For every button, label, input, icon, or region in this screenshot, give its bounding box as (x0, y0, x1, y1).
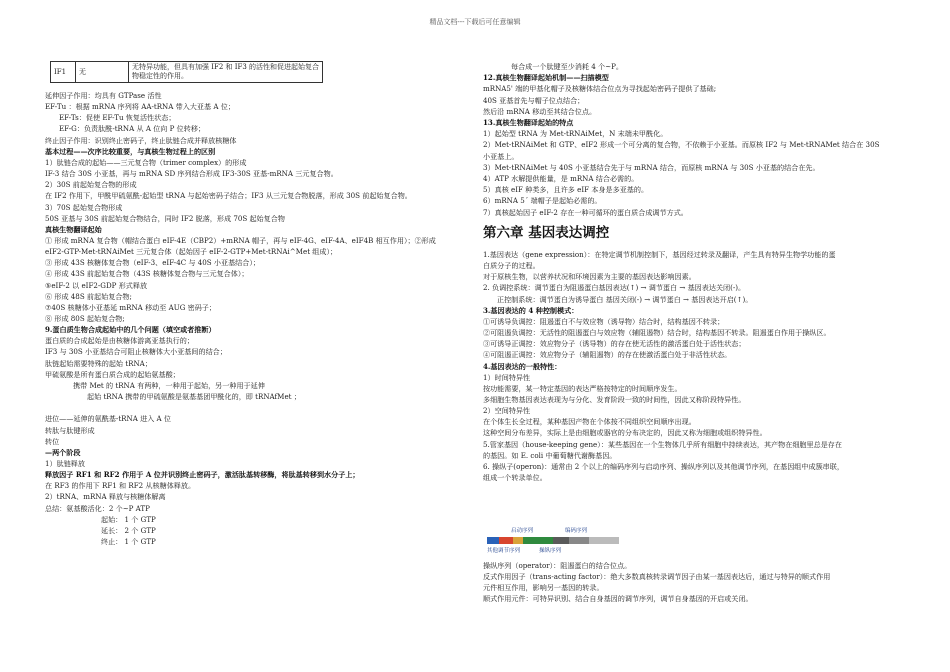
text-line: 1）时间特异性 (483, 372, 531, 382)
text-line: ③ 形成 43S 核糖体复合物（eIF-3、eIF-4C 与 40S 小亚基结合）； (45, 258, 260, 268)
text-line: 1）肽链释放 (45, 458, 85, 468)
text-line: 按功能需要，某一特定基因的表达严格按特定的时间顺序发生。 (483, 383, 682, 393)
text-line: 2）tRNA、mRNA 释放与核糖体解离 (45, 492, 166, 502)
text-line: ④可阻遏正调控：效应物分子（辅阻遏物）的存在使激活蛋白处于非活性状态。 (483, 350, 732, 360)
text-line: 5）真核 eIF 种类多，且许多 eIF 本身是多亚基的。 (483, 185, 649, 195)
text-line: EF-G：负责肽酰-tRNA 从 A 位向 P 位转移； (59, 124, 206, 134)
operon-label: 操纵序列 (539, 548, 562, 554)
text-line: 3）70S 起始复合物形成 (45, 202, 123, 212)
page-header: 精品文档---下载后可任意编辑 (429, 18, 521, 26)
text-line: 对于原核生物，以营养状况和环境因素为主要的基因表达影响因素。 (483, 272, 696, 282)
text-line: 反式作用因子（trans-acting factor）：绝大多数真核转录调节因子由某一基因表达后，通过与特异的顺式作用 (483, 572, 831, 582)
text-line: IF-3 结合 30S 小亚基，再与 mRNA SD 序列结合形成 IF3-30S 亚基-mRNA 三元复合物。 (45, 169, 338, 179)
text-line: 的基因。如 E. coli 中葡萄糖代谢酶基因。 (483, 450, 617, 460)
text-line: 蛋白质的合成起始是由核糖体游离亚基执行的； (45, 336, 194, 346)
text-line: EF-Ts：促使 EF-Tu 恢复活性状态； (59, 113, 176, 123)
text-line: EF-Tu ：根据 mRNA 序列将 AA-tRNA 带入大亚基 A 位； (45, 102, 235, 112)
text-line: 4）ATP 水解提供能量，是 mRNA 结合必需的。 (483, 174, 639, 183)
text-line: 组成一个转录单位。 (483, 473, 547, 482)
text-line: 多细胞生物基因表达表现为与分化、发育阶段一致的时间性，因此又称阶段特异性。 (483, 394, 746, 404)
text-line: ⑤eIF-2 以 eIF2-GDP 形式释放 (45, 280, 148, 290)
text-line: 1）肽链合成的起始——三元复合物（trimer complex）的形成 (45, 157, 247, 167)
operon-segment (499, 537, 513, 544)
text-line: ① 形成 mRNA 复合物（帽结合蛋白 eIF-4E（CBP2）+mRNA 帽子，再与 eIF-4G、eIF-4A、eIF4B 相互作用）；②形成 (45, 235, 436, 245)
table-row (51, 62, 323, 83)
text-line: 2. 负调控系统：调节蛋白为阻遏蛋白基因表达(↑) → 调节蛋白 → 基因表达关闭(-)。 (483, 283, 746, 293)
text-line: 释放因子 RF1 和 RF2 作用于 A 位并识别终止密码子，激活肽基转移酶，将肽基转移到水分子上； (45, 470, 360, 480)
text-line: 40S 亚基首先与帽子位点结合； (483, 95, 585, 105)
text-line: 50S 亚基与 30S 前起始复合物结合，同时 IF2 脱落，形成 70S 起始复合物 (45, 213, 285, 223)
text-line: 终止因子作用：识别终止密码子，终止肽链合成并释放核糖体 (45, 135, 237, 145)
text-line: 12.真核生物翻译起始机制——扫描模型 (483, 73, 609, 83)
text-line: 起始： 1 个 GTP (101, 514, 156, 524)
operon-segment (487, 537, 499, 544)
text-line: 3.基因表达的 4 种控制模式： (483, 305, 579, 315)
text-line: 在 RF3 的作用下 RF1 和 RF2 从核糖体释放。 (45, 481, 196, 491)
text-line: 进位——延伸的氨酰基-tRNA 进入 A 位 (45, 414, 172, 424)
text-line: mRNA5' 端的甲基化帽子及核糖体结合位点为寻找起始密码子提供了基础; (483, 84, 717, 94)
text-line: 这种空间分布差异，实际上是由细胞或器官的分布决定的，因此又称为细胞或组织特异性。 (483, 428, 767, 438)
chapter-title: 第六章 基因表达调控 (483, 225, 610, 241)
text-line: 2）空间特异性 (483, 406, 531, 416)
text-line: 4.基因表达的一般特性： (483, 361, 562, 371)
text-line: 基本过程——次序比较重要，与真核生物过程上的区别 (45, 146, 216, 156)
text-line: 总结：氨基酸活化：2 个~P ATP (45, 503, 150, 513)
text-line: 正控制系统：调节蛋白为诱导蛋白 基因关闭(-) → 调节蛋白 → 基因表达开启(↑)。 (497, 294, 753, 304)
operon-label: 编码序列 (565, 528, 588, 534)
if-table (50, 61, 323, 83)
text-line: 13.真核生物翻译起始的特点 (483, 118, 574, 127)
text-line: 7）真核起始因子 eIF-2 存在一种可循环的蛋白质合成调节方式。 (483, 207, 688, 217)
text-line: ①可诱导负调控：阻遏蛋白不与效应物（诱导物）结合时，结构基因不转录； (483, 316, 725, 326)
text-line: ③可诱导正调控：效应物分子（诱导物）的存在使无活性的激活蛋白处于活性状态； (483, 339, 746, 349)
text-line: 3）Met-tRNAiMet 与 40S 小亚基结合先于与 mRNA 结合，而原核 mRNA 与 30S 小亚基的结合在先。 (483, 162, 820, 172)
text-line: 9.蛋白质生物合成起始中的几个问题（填空或者推断） (45, 325, 216, 335)
operon-segment (513, 537, 523, 544)
table-cell: 无 (76, 62, 129, 83)
text-line: 小亚基上。 (483, 151, 519, 161)
text-line: 在 IF2 作用下，甲酰甲硫氨酰-起始型 tRNA 与起始密码子结合；IF3 从三元复合物脱落，形成 30S 前起始复合物。 (45, 191, 412, 201)
operon-label: 其他调节序列 (487, 548, 521, 554)
text-line: 终止： 1 个 GTP (101, 537, 156, 546)
text-line: 起始 tRNA 携带的甲硫氨酸是氨基基团甲酰化的，即 tRNAfMet ； (87, 392, 301, 402)
text-line: eIF2-GTP-Met-tRNAiMet 三元复合体（起始因子 eIF-2-GTP+Met-tRNAi^Met 组成）； (45, 247, 338, 257)
operon-segment (589, 537, 619, 544)
text-line: 元件相互作用，影响另一基因的转录。 (483, 583, 604, 593)
text-line: 延伸因子作用：均具有 GTPase 活性 (45, 91, 162, 100)
text-line: 6）mRNA 5´ 端帽子是起始必需的。 (483, 196, 602, 206)
operon-segment (553, 537, 569, 544)
text-line: 白质分子的过程。 (483, 261, 540, 271)
text-line: 转位 (45, 436, 60, 446)
operon-label: 启动序列 (511, 528, 534, 534)
text-line: 在个体生长全过程，某种基因产物在个体按不同组织空间顺序出现。 (483, 417, 696, 427)
text-line: 肽链起始需要特殊的起始 tRNA； (45, 358, 152, 368)
text-line: ⑧ 形成 80S 起始复合物; (45, 314, 125, 323)
text-line: IF3 与 30S 小亚基结合可阻止核糖体大小亚基间的结合； (45, 347, 227, 357)
text-line: ⑦40S 核糖体小亚基延 mRNA 移动至 AUG 密码子； (45, 302, 216, 312)
text-line: 携带 Met 的 tRNA 有两种，一种用于起始，另一种用于延伸 (73, 380, 265, 390)
text-line: 2）Met-tRNAiMet 和 GTP、eIF2 形成一个可分离的复合物，不依赖于小亚基。而原核 IF2 与 Met-tRNAMet 结合在 30S (483, 140, 880, 150)
text-line: 2）30S 前起始复合物的形成 (45, 180, 137, 190)
text-line: 1）起始型 tRNA 为 Met-tRNAiMet，N 末端未甲酰化。 (483, 129, 668, 139)
operon-segment (569, 537, 589, 544)
text-line: 然后沿 mRNA 移动至其结合位点。 (483, 106, 597, 116)
operon-segment (523, 537, 553, 544)
text-line: 转肽与肽键形成 (45, 425, 95, 435)
text-line: 6. 操纵子(operon)：通常由 2 个以上的编码序列与启动序列、操纵序列以及其他调节序列，在基因组中成簇串联， (483, 461, 844, 471)
text-line: ④ 形成 43S 前起始复合物（43S 核糖体复合物与三元复合体）； (45, 269, 249, 279)
operon-diagram (487, 526, 627, 554)
text-line: —两个阶段 (45, 447, 81, 457)
text-line: 5.管家基因（house-keeping gene）：某些基因在一个生物体几乎所有细胞中持续表达，其产物在细胞里总是存在 (483, 439, 842, 449)
text-line: ⑥ 形成 48S 前起始复合物; (45, 291, 132, 301)
table-cell: IF1 (51, 62, 76, 83)
text-line: 顺式作用元件：可特异识别、结合自身基因的调节序列，调节自身基因的开启或关闭。 (483, 594, 753, 604)
text-line: 甲硫氨酸是所有蛋白质合成的起始氨基酸； (45, 369, 180, 379)
text-line: 每合成一个肽键至少消耗 4 个~P。 (511, 62, 623, 71)
text-line: 延长： 2 个 GTP (101, 525, 156, 535)
text-line: 操纵序列（operator）：阻遏蛋白的结合位点。 (483, 561, 632, 570)
text-line: ②可阻遏负调控：无活性的阻遏蛋白与效应物（辅阻遏物）结合时，结构基因不转录。阻遏蛋白作用于操纵区。 (483, 328, 831, 338)
text-line: 1.基因表达（gene expression）：在特定调节机制控制下，基因经过转录及翻译，产生具有特异生物学功能的蛋 (483, 250, 836, 259)
table-cell: 无特异功能，但具有加强 IF2 和 IF3 的活性和促进起始复合 物稳定性的作用。 (129, 62, 323, 83)
text-line: 真核生物翻译起始 (45, 224, 102, 234)
